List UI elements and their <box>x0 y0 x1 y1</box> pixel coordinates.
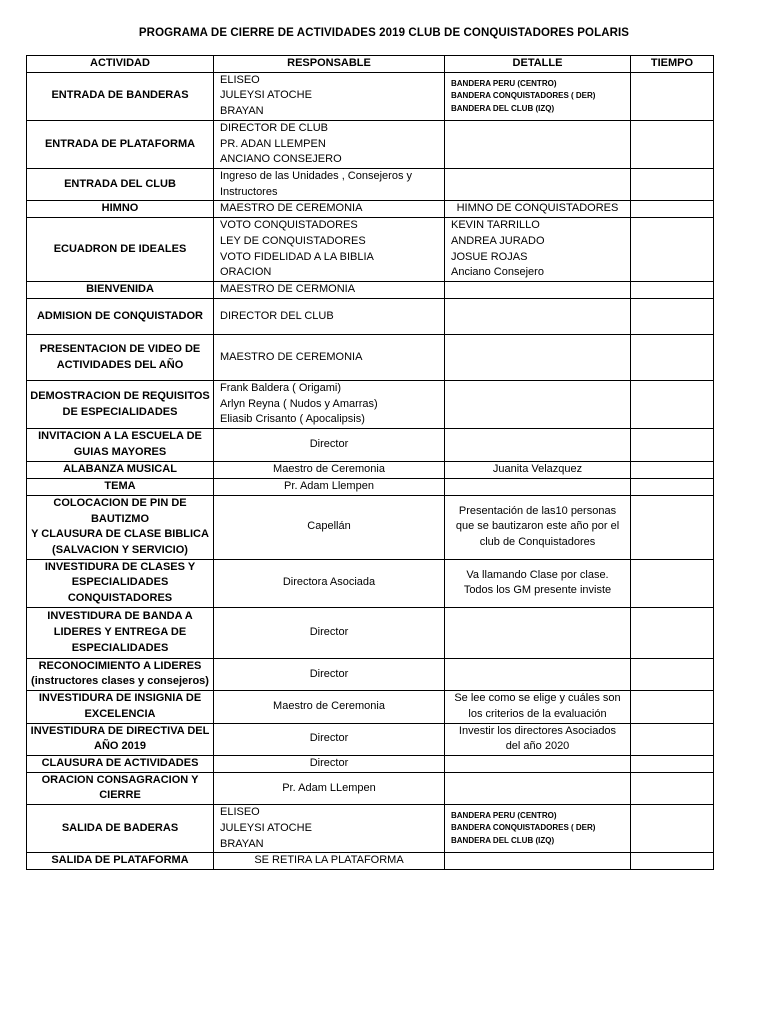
cell-responsable-line: Pr. Adam LLempen <box>282 781 376 794</box>
table-row <box>27 429 714 462</box>
cell-actividad <box>27 495 214 559</box>
cell-responsable-line: Capellán <box>307 520 351 533</box>
table-row <box>27 168 714 200</box>
cell-actividad-line: SALIDA DE BADERAS <box>61 821 179 834</box>
cell-responsable <box>214 691 445 723</box>
cell-actividad-line: ALABANZA MUSICAL <box>63 463 177 476</box>
cell-actividad <box>27 691 214 723</box>
cell-responsable-line: BRAYAN <box>220 105 264 118</box>
table-row <box>27 723 714 755</box>
cell-detalle-line: ANDREA JURADO <box>451 234 545 247</box>
table-row <box>27 607 714 658</box>
cell-actividad <box>27 299 214 335</box>
cell-actividad-line: ORACION CONSAGRACION Y <box>41 773 199 786</box>
cell-detalle-line: Va llamando Clase por clase. <box>466 568 609 581</box>
cell-actividad-line: COLOCACION DE PIN DE <box>53 496 187 509</box>
cell-detalle-line: HIMNO DE CONQUISTADORES <box>456 202 619 215</box>
cell-detalle <box>445 282 631 299</box>
cell-responsable <box>214 559 445 607</box>
cell-responsable-line: MAESTRO DE CEREMONIA <box>220 350 363 363</box>
cell-responsable <box>214 201 445 218</box>
cell-responsable-line: Arlyn Reyna ( Nudos y Amarras) <box>220 397 378 410</box>
table-row <box>27 218 714 282</box>
cell-actividad-line: ADMISION DE CONQUISTADOR <box>36 309 204 322</box>
cell-responsable <box>214 478 445 495</box>
cell-tiempo <box>631 201 714 218</box>
cell-tiempo <box>631 755 714 772</box>
cell-responsable <box>214 723 445 755</box>
cell-detalle-line: BANDERA DEL CLUB (IZQ) <box>451 103 555 113</box>
cell-actividad-line: INVITACION A LA ESCUELA DE <box>38 430 202 443</box>
table-row <box>27 772 714 804</box>
cell-tiempo <box>631 607 714 658</box>
cell-actividad-line: INVESTIDURA DE DIRECTIVA DEL <box>30 724 210 737</box>
cell-actividad-line: ENTRADA DEL CLUB <box>64 177 176 190</box>
cell-detalle <box>445 853 631 870</box>
cell-detalle-line: Juanita Velazquez <box>492 463 583 476</box>
table-row <box>27 335 714 381</box>
cell-actividad-line: CONQUISTADORES <box>67 592 173 605</box>
cell-tiempo <box>631 218 714 282</box>
cell-responsable-line: PR. ADAN LLEMPEN <box>220 137 326 150</box>
cell-detalle <box>445 462 631 479</box>
cell-tiempo <box>631 381 714 429</box>
cell-detalle <box>445 478 631 495</box>
cell-tiempo <box>631 495 714 559</box>
cell-detalle <box>445 691 631 723</box>
cell-responsable-line: SE RETIRA LA PLATAFORMA <box>254 854 404 867</box>
cell-detalle <box>445 201 631 218</box>
cell-responsable <box>214 495 445 559</box>
cell-actividad <box>27 478 214 495</box>
table-row <box>27 299 714 335</box>
table-row <box>27 462 714 479</box>
cell-detalle-line: Todos los GM presente inviste <box>463 584 612 597</box>
cell-actividad-line: ACTIVIDADES DEL AÑO <box>56 358 184 371</box>
cell-responsable-line: Director <box>309 756 349 769</box>
cell-detalle-line: Anciano Consejero <box>451 266 544 279</box>
cell-detalle-line: BANDERA CONQUISTADORES ( DER) <box>451 823 596 833</box>
cell-actividad-line: ESPECIALIDADES <box>71 641 169 654</box>
cell-detalle-line: BANDERA DEL CLUB (IZQ) <box>451 835 555 845</box>
cell-actividad <box>27 168 214 200</box>
cell-tiempo <box>631 335 714 381</box>
cell-responsable <box>214 658 445 690</box>
table-row <box>27 805 714 853</box>
cell-detalle-line: BANDERA CONQUISTADORES ( DER) <box>451 91 596 100</box>
cell-responsable-line: ELISEO <box>220 806 260 819</box>
cell-responsable-line: Ingreso de las Unidades , Consejeros y <box>220 169 412 182</box>
cell-actividad <box>27 462 214 479</box>
cell-tiempo <box>631 658 714 690</box>
cell-responsable-line: BRAYAN <box>220 837 264 850</box>
header-detalle: DETALLE <box>445 56 631 73</box>
table-row <box>27 120 714 168</box>
cell-tiempo <box>631 691 714 723</box>
cell-actividad <box>27 429 214 462</box>
cell-actividad <box>27 381 214 429</box>
header-responsable: RESPONSABLE <box>214 56 445 73</box>
cell-actividad <box>27 282 214 299</box>
cell-responsable <box>214 299 445 335</box>
cell-responsable-line: ELISEO <box>220 73 260 86</box>
cell-actividad <box>27 335 214 381</box>
cell-actividad <box>27 805 214 853</box>
table-row <box>27 691 714 723</box>
cell-responsable-line: Instructores <box>220 185 278 198</box>
cell-responsable <box>214 607 445 658</box>
cell-responsable-line: VOTO FIDELIDAD A LA BIBLIA <box>220 250 374 263</box>
cell-detalle-line: JOSUE ROJAS <box>451 250 528 263</box>
cell-responsable <box>214 381 445 429</box>
cell-actividad-line: (instructores clases y consejeros) <box>31 675 209 688</box>
cell-responsable-line: Maestro de Ceremonia <box>273 700 385 713</box>
cell-actividad <box>27 218 214 282</box>
cell-detalle <box>445 120 631 168</box>
cell-responsable-line: Frank Baldera ( Origami) <box>220 382 342 395</box>
cell-responsable-line: MAESTRO DE CERMONIA <box>220 283 356 296</box>
cell-detalle <box>445 429 631 462</box>
cell-detalle <box>445 72 631 120</box>
cell-responsable-line: Eliasib Crisanto ( Apocalipsis) <box>220 413 365 426</box>
cell-actividad-line: (SALVACION Y SERVICIO) <box>52 543 188 556</box>
cell-responsable <box>214 462 445 479</box>
table-row <box>27 381 714 429</box>
cell-actividad <box>27 772 214 804</box>
cell-responsable <box>214 755 445 772</box>
cell-actividad-line: ENTRADA DE PLATAFORMA <box>44 137 196 150</box>
cell-responsable-line: Pr. Adam Llempen <box>284 479 374 492</box>
cell-tiempo <box>631 282 714 299</box>
table-row <box>27 201 714 218</box>
cell-detalle-line: KEVIN TARRILLO <box>451 219 540 232</box>
cell-responsable <box>214 853 445 870</box>
cell-responsable-line: Director <box>309 438 349 451</box>
cell-actividad-line: DE ESPECIALIDADES <box>62 405 178 418</box>
cell-actividad-line: TEMA <box>104 479 136 492</box>
cell-detalle <box>445 755 631 772</box>
cell-actividad-line: BAUTIZMO <box>90 512 150 525</box>
cell-detalle <box>445 559 631 607</box>
table-row <box>27 755 714 772</box>
cell-responsable-line: Directora Asociada <box>282 576 376 589</box>
cell-actividad <box>27 72 214 120</box>
cell-detalle-line: club de Conquistadores <box>479 536 596 549</box>
cell-actividad-line: ESPECIALIDADES <box>71 576 169 589</box>
cell-detalle-line: que se bautizaron este año por el <box>455 520 620 533</box>
cell-tiempo <box>631 72 714 120</box>
cell-responsable <box>214 772 445 804</box>
cell-responsable-line: ANCIANO CONSEJERO <box>220 153 342 166</box>
cell-responsable-line: JULEYSI ATOCHE <box>220 89 312 102</box>
cell-detalle <box>445 335 631 381</box>
cell-actividad-line: RECONOCIMIENTO A LIDERES <box>38 659 202 672</box>
cell-detalle <box>445 658 631 690</box>
cell-tiempo <box>631 853 714 870</box>
cell-responsable <box>214 335 445 381</box>
cell-actividad-line: ECUADRON DE IDEALES <box>53 242 187 255</box>
cell-detalle <box>445 723 631 755</box>
cell-detalle <box>445 805 631 853</box>
cell-responsable-line: Director <box>309 625 349 638</box>
cell-tiempo <box>631 805 714 853</box>
cell-responsable-line: VOTO CONQUISTADORES <box>220 219 358 232</box>
cell-responsable-line: Maestro de Ceremonia <box>273 463 385 476</box>
cell-actividad-line: INVESTIDURA DE BANDA A <box>47 610 193 623</box>
cell-actividad <box>27 120 214 168</box>
cell-actividad-line: SALIDA DE PLATAFORMA <box>51 854 189 867</box>
cell-responsable-line: DIRECTOR DEL CLUB <box>220 309 334 322</box>
cell-responsable <box>214 72 445 120</box>
cell-tiempo <box>631 723 714 755</box>
cell-detalle-line: del año 2020 <box>505 740 570 753</box>
cell-responsable-line: LEY DE CONQUISTADORES <box>220 234 366 247</box>
cell-detalle-line: BANDERA PERU (CENTRO) <box>451 78 557 88</box>
cell-actividad-line: CLAUSURA DE ACTIVIDADES <box>41 756 199 769</box>
cell-responsable-line: ORACION <box>220 266 272 279</box>
cell-responsable <box>214 429 445 462</box>
cell-actividad-line: INVESTIDURA DE INSIGNIA DE <box>38 692 202 705</box>
document-title: PROGRAMA DE CIERRE DE ACTIVIDADES 2019 CLUB DE CONQUISTADORES POLARIS <box>138 27 630 39</box>
cell-tiempo <box>631 772 714 804</box>
cell-detalle-line: los criterios de la evaluación <box>468 707 607 720</box>
cell-actividad-line: CIERRE <box>99 789 141 802</box>
cell-responsable <box>214 805 445 853</box>
cell-actividad-line: GUIAS MAYORES <box>73 446 167 459</box>
cell-actividad-line: AÑO 2019 <box>94 740 146 753</box>
cell-responsable <box>214 218 445 282</box>
cell-tiempo <box>631 299 714 335</box>
header-row <box>27 56 714 73</box>
cell-detalle <box>445 218 631 282</box>
table-row <box>27 559 714 607</box>
cell-detalle <box>445 299 631 335</box>
table-row <box>27 478 714 495</box>
cell-detalle-line: Presentación de las10 personas <box>458 504 617 517</box>
cell-actividad-line: INVESTIDURA DE CLASES Y <box>44 560 196 573</box>
cell-actividad <box>27 853 214 870</box>
cell-actividad-line: Y CLAUSURA DE CLASE BIBLICA <box>31 528 209 541</box>
table-row <box>27 72 714 120</box>
table-row <box>27 495 714 559</box>
cell-detalle-line: BANDERA PERU (CENTRO) <box>451 810 557 820</box>
cell-actividad-line: ENTRADA DE BANDERAS <box>51 89 189 102</box>
cell-detalle <box>445 607 631 658</box>
cell-actividad <box>27 607 214 658</box>
cell-detalle <box>445 495 631 559</box>
cell-detalle <box>445 381 631 429</box>
cell-responsable-line: DIRECTOR DE CLUB <box>220 121 328 134</box>
table-row <box>27 853 714 870</box>
cell-tiempo <box>631 478 714 495</box>
cell-actividad-line: BIENVENIDA <box>86 283 154 296</box>
cell-actividad <box>27 723 214 755</box>
cell-responsable <box>214 120 445 168</box>
cell-detalle <box>445 772 631 804</box>
table-row <box>27 658 714 690</box>
cell-detalle-line: Se lee como se elige y cuáles son <box>454 692 621 705</box>
header-tiempo: TIEMPO <box>631 56 714 73</box>
cell-responsable <box>214 168 445 200</box>
cell-tiempo <box>631 168 714 200</box>
cell-actividad-line: DEMOSTRACION DE REQUISITOS <box>30 389 210 402</box>
cell-actividad <box>27 658 214 690</box>
cell-detalle <box>445 168 631 200</box>
cell-tiempo <box>631 120 714 168</box>
cell-actividad-line: HIMNO <box>101 202 139 215</box>
table-row <box>27 282 714 299</box>
cell-actividad-line: EXCELENCIA <box>84 707 156 720</box>
cell-tiempo <box>631 462 714 479</box>
cell-responsable <box>214 282 445 299</box>
cell-actividad <box>27 755 214 772</box>
header-actividad: ACTIVIDAD <box>27 56 214 73</box>
cell-actividad-line: LIDERES Y ENTREGA DE <box>53 625 187 638</box>
cell-actividad-line: PRESENTACION DE VIDEO DE <box>39 342 201 355</box>
schedule-table <box>26 55 714 870</box>
cell-tiempo <box>631 559 714 607</box>
cell-actividad <box>27 559 214 607</box>
cell-responsable-line: Director <box>309 667 349 680</box>
cell-detalle-line: Investir los directores Asociados <box>458 724 617 737</box>
cell-tiempo <box>631 429 714 462</box>
cell-actividad <box>27 201 214 218</box>
cell-responsable-line: MAESTRO DE CEREMONIA <box>220 202 363 215</box>
cell-responsable-line: JULEYSI ATOCHE <box>220 821 312 834</box>
cell-responsable-line: Director <box>309 732 349 745</box>
